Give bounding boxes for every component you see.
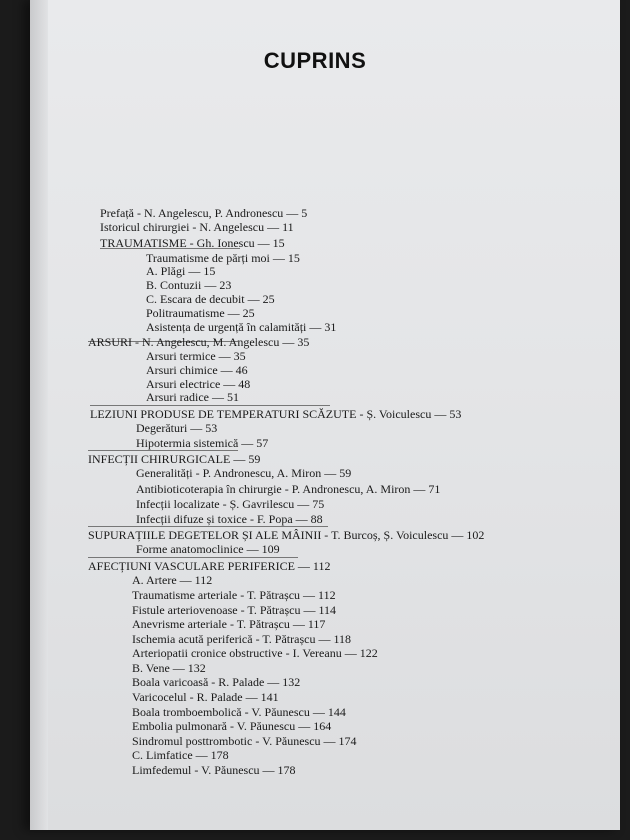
toc-entry: Ischemia acută periferică - T. Pătrașcu — 118 xyxy=(132,632,352,646)
toc-entry: C. Escara de decubit — 25 xyxy=(146,292,275,306)
toc-entry: Embolia pulmonară - V. Păunescu — 164 xyxy=(132,719,332,733)
toc-entry: Asistența de urgență în calamități — 31 xyxy=(146,320,337,334)
section-rule xyxy=(88,526,328,527)
toc-entry: Limfedemul - V. Păunescu — 178 xyxy=(132,763,296,777)
toc-entry: Antibioticoterapia în chirurgie - P. Andronescu, A. Miron — 71 xyxy=(136,482,441,496)
toc-entry: Boala varicoasă - R. Palade — 132 xyxy=(132,675,301,689)
toc-entry: Fistule arteriovenoase - T. Pătrașcu — 114 xyxy=(132,603,337,617)
toc-entry: Anevrisme arteriale - T. Pătrașcu — 117 xyxy=(132,617,326,631)
toc-section-heading: SUPURAȚIILE DEGETELOR ȘI ALE MÂINII - T. Burcoș, Ș. Voiculescu — 102 xyxy=(88,528,485,542)
toc-entry: B. Vene — 132 xyxy=(132,661,206,675)
toc-entry: Generalități - P. Andronescu, A. Miron — 59 xyxy=(136,466,352,480)
toc-entry: A. Artere — 112 xyxy=(132,573,213,587)
toc-entry: Arsuri radice — 51 xyxy=(146,390,239,404)
toc-entry: Sindromul posttrombotic - V. Păunescu — 174 xyxy=(132,734,357,748)
toc-section-heading: ARSURI - N. Angelescu, M. Angelescu — 35 xyxy=(88,335,310,349)
toc-entry: A. Plăgi — 15 xyxy=(146,264,216,278)
toc-entry: Degerături — 53 xyxy=(136,421,218,435)
toc-section-heading: AFECȚIUNI VASCULARE PERIFERICE — 112 xyxy=(88,559,331,573)
toc-entry: B. Contuzii — 23 xyxy=(146,278,232,292)
toc-entry: Varicocelul - R. Palade — 141 xyxy=(132,690,279,704)
page-title: CUPRINS xyxy=(263,48,367,73)
toc-entry: Istoricul chirurgiei - N. Angelescu — 11 xyxy=(100,220,294,234)
toc-entry: Arsuri termice — 35 xyxy=(146,349,246,363)
section-rule xyxy=(90,405,330,406)
toc-section-heading: LEZIUNI PRODUSE DE TEMPERATURI SCĂZUTE - Ș. Voiculescu — 53 xyxy=(90,407,462,421)
toc-entry: Traumatisme arteriale - T. Pătrașcu — 112 xyxy=(132,588,336,602)
toc-entry: Infecții localizate - Ș. Gavrilescu — 75 xyxy=(136,497,325,511)
toc-entry: Arsuri chimice — 46 xyxy=(146,363,248,377)
toc-entry: Hipotermia sistemică — 57 xyxy=(136,436,269,450)
toc-section-heading: INFECȚII CHIRURGICALE — 59 xyxy=(88,452,261,466)
toc-entry: Infecții difuze și toxice - F. Popa — 88 xyxy=(136,512,323,526)
toc-entry: Prefață - N. Angelescu, P. Andronescu — 5 xyxy=(100,206,308,220)
toc-entry: Traumatisme de părți moi — 15 xyxy=(146,251,300,265)
toc-entry: Arteriopatii cronice obstructive - I. Vereanu — 122 xyxy=(132,646,378,660)
section-rule xyxy=(88,557,298,558)
section-rule xyxy=(88,450,238,451)
toc-entry: Politraumatisme — 25 xyxy=(146,306,255,320)
toc-entry: Forme anatomoclinice — 109 xyxy=(136,542,280,556)
toc-entry: Arsuri electrice — 48 xyxy=(146,377,251,391)
toc-entry: Boala tromboembolică - V. Păunescu — 144 xyxy=(132,705,346,719)
toc-section-heading: TRAUMATISME - Gh. Ionescu — 15 xyxy=(100,236,285,250)
toc-entry: C. Limfatice — 178 xyxy=(132,748,229,762)
